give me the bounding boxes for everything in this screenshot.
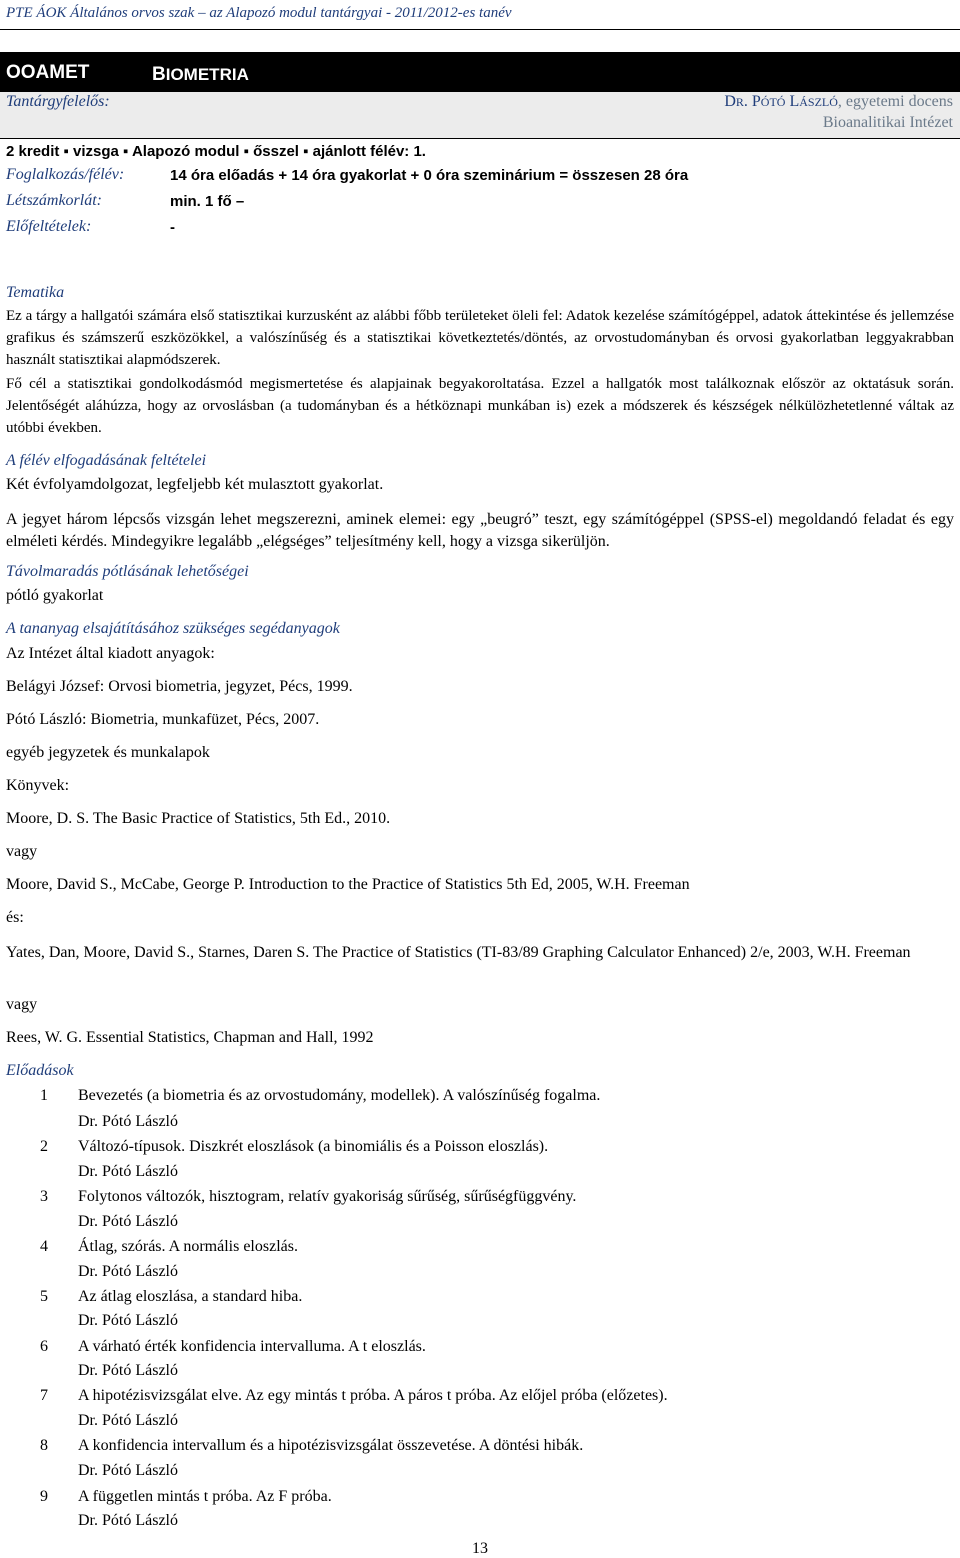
credit-info-line: 2 kredit ▪ vizsga ▪ Alapozó modul ▪ ősszel ▪ ajánlott félév: 1.: [6, 143, 426, 160]
materials-line-1: Az Intézet által kiadott anyagok:: [6, 645, 215, 662]
department-bar: [0, 113, 960, 138]
lectures-heading: Előadások: [6, 1062, 74, 1079]
page-number: 13: [472, 1540, 488, 1557]
tematika-paragraph-1: Ez a tárgy a hallgatói számára első statisztikai kurzusként az alábbi főbb területeket öleli fel: Adatok kezelése számítógéppel, adatok áttekintése és jellemzése grafikus és számszerű eszközökkel, a valószínűség és a statisztikai következtetés/döntés, az orvostudományban és orvosi gyakorlatban leggyakrabban használt statisztikai alapmódszerek.: [6, 308, 954, 368]
materials-line-12: Rees, W. G. Essential Statistics, Chapman and Hall, 1992: [6, 1029, 374, 1046]
info-rule: [0, 138, 960, 139]
lecture-title: A konfidencia intervallum és a hipotézisvizsgálat összevetése. A döntési hibák.: [78, 1437, 584, 1454]
lecture-lecturer: Dr. Pótó László: [78, 1263, 178, 1280]
course-title-initial: B: [152, 64, 166, 85]
materials-line-9: és:: [6, 909, 24, 926]
lecture-lecturer: Dr. Pótó László: [78, 1113, 178, 1130]
hours-value: 14 óra előadás + 14 óra gyakorlat + 0 óra szeminárium = összesen 28 óra: [170, 167, 689, 184]
absence-text: pótló gyakorlat: [6, 587, 104, 604]
lecture-title: Átlag, szórás. A normális eloszlás.: [78, 1238, 298, 1255]
materials-line-10: Yates, Dan, Moore, David S., Starnes, Daren S. The Practice of Statistics (TI-83/89 Graphing Calculator Enhanced) 2/e, 2003, W.H. Freeman: [6, 944, 911, 961]
running-header: PTE ÁOK Általános orvos szak – az Alapozó modul tantárgyai - 2011/2012-es tanév: [6, 5, 512, 21]
lecture-number: 7: [40, 1387, 48, 1404]
conditions-heading: A félév elfogadásának feltételei: [6, 452, 207, 469]
materials-line-11: vagy: [6, 996, 38, 1013]
lecture-lecturer: Dr. Pótó László: [78, 1512, 178, 1529]
responsible-initial-p: . P: [743, 93, 761, 110]
conditions-text-2: A jegyet három lépcsős vizsgán lehet megszerezni, aminek elemei: egy „beugró” teszt, egy számítógéppel (SPSS-el) megoldandó feladat és egy elméleti kérdés. Mindegyikre legalább „elégséges” teljesítmény kell, hogy a vizsga sikerüljön.: [6, 511, 954, 550]
hours-label: Foglalkozás/félév:: [6, 166, 125, 183]
lecture-title: A hipotézisvizsgálat elve. Az egy mintás t próba. A páros t próba. Az előjel próba (előzetes).: [78, 1387, 668, 1404]
lecture-number: 3: [40, 1188, 48, 1205]
lecture-lecturer: Dr. Pótó László: [78, 1163, 178, 1180]
conditions-text-1: Két évfolyamdolgozat, legfeljebb két mulasztott gyakorlat.: [6, 476, 384, 493]
materials-line-5: Könyvek:: [6, 777, 70, 794]
lecture-number: 8: [40, 1437, 48, 1454]
lecture-title: A várható érték konfidencia intervalluma. A t eloszlás.: [78, 1338, 426, 1355]
top-rule: [0, 29, 960, 30]
lecture-number: 4: [40, 1238, 48, 1255]
responsible-name: [724, 93, 953, 111]
materials-line-8: Moore, David S., McCabe, George P. Introduction to the Practice of Statistics 5th Ed, 2005, W.H. Freeman: [6, 876, 690, 893]
lecture-lecturer: Dr. Pótó László: [78, 1312, 178, 1329]
responsible-dr-small: R: [735, 95, 744, 109]
lecture-title: Az átlag eloszlása, a standard hiba.: [78, 1288, 303, 1305]
limit-label: Létszámkorlát:: [6, 192, 102, 209]
tematika-heading: Tematika: [6, 284, 65, 301]
course-title-bar: [0, 52, 960, 92]
lecture-title: Folytonos változók, hisztogram, relatív gyakoriság sűrűség, sűrűségfüggvény.: [78, 1188, 577, 1205]
responsible-initial-l: L: [785, 93, 800, 110]
materials-heading: A tananyag elsajátításához szükséges segédanyagok: [6, 620, 340, 637]
materials-line-6: Moore, D. S. The Basic Practice of Statistics, 5th Ed., 2010.: [6, 810, 391, 827]
absence-heading: Távolmaradás pótlásának lehetőségei: [6, 563, 249, 580]
responsible-surname-rest: ÓTÓ: [760, 95, 786, 109]
course-title-rest: IOMETRIA: [165, 65, 249, 84]
lecture-title: Változó-típusok. Diszkrét eloszlások (a binomiális és a Poisson eloszlás).: [78, 1138, 549, 1155]
lecture-lecturer: Dr. Pótó László: [78, 1213, 178, 1230]
responsible-firstname-rest: ÁSZLÓ: [799, 95, 838, 109]
department-name: Bioanalitikai Intézet: [822, 114, 953, 131]
lecture-number: 2: [40, 1138, 48, 1155]
tematika-paragraph-2: Fő cél a statisztikai gondolkodásmód megismertetése és alapjainak begyakoroltatása. Ezzel a hallgatók most találkoznak először az oktatásuk során. Jelentőségét aláhúzza, hogy az orvoslásban (a tudományban és a hétköznapi munkában is) ezek a módszerek és készségek nélkülözhetetlenné váltak az utóbbi években.: [6, 376, 954, 436]
responsible-label: Tantárgyfelelős:: [6, 93, 110, 110]
materials-line-3: Pótó László: Biometria, munkafüzet, Pécs, 2007.: [6, 711, 320, 728]
limit-value: min. 1 fő –: [170, 193, 245, 210]
materials-line-4: egyéb jegyzetek és munkalapok: [6, 744, 210, 761]
lecture-number: 1: [40, 1087, 48, 1104]
prereq-label: Előfeltételek:: [6, 218, 92, 235]
lecture-title: A független mintás t próba. Az F próba.: [78, 1488, 332, 1505]
lecture-title: Bevezetés (a biometria és az orvostudomány, modellek). A valószínűség fogalma.: [78, 1087, 601, 1104]
course-code: OOAMET: [6, 62, 90, 83]
responsible-title: , egyetemi docens: [837, 93, 953, 110]
lecture-lecturer: Dr. Pótó László: [78, 1462, 178, 1479]
lecture-lecturer: Dr. Pótó László: [78, 1362, 178, 1379]
lecture-number: 9: [40, 1488, 48, 1505]
lecture-number: 6: [40, 1338, 48, 1355]
lecture-lecturer: Dr. Pótó László: [78, 1412, 178, 1429]
materials-line-2: Belágyi József: Orvosi biometria, jegyzet, Pécs, 1999.: [6, 678, 353, 695]
lecture-number: 5: [40, 1288, 48, 1305]
materials-line-7: vagy: [6, 843, 38, 860]
responsible-dr: D: [724, 93, 736, 110]
course-title: [152, 64, 249, 86]
prereq-value: -: [170, 219, 175, 236]
